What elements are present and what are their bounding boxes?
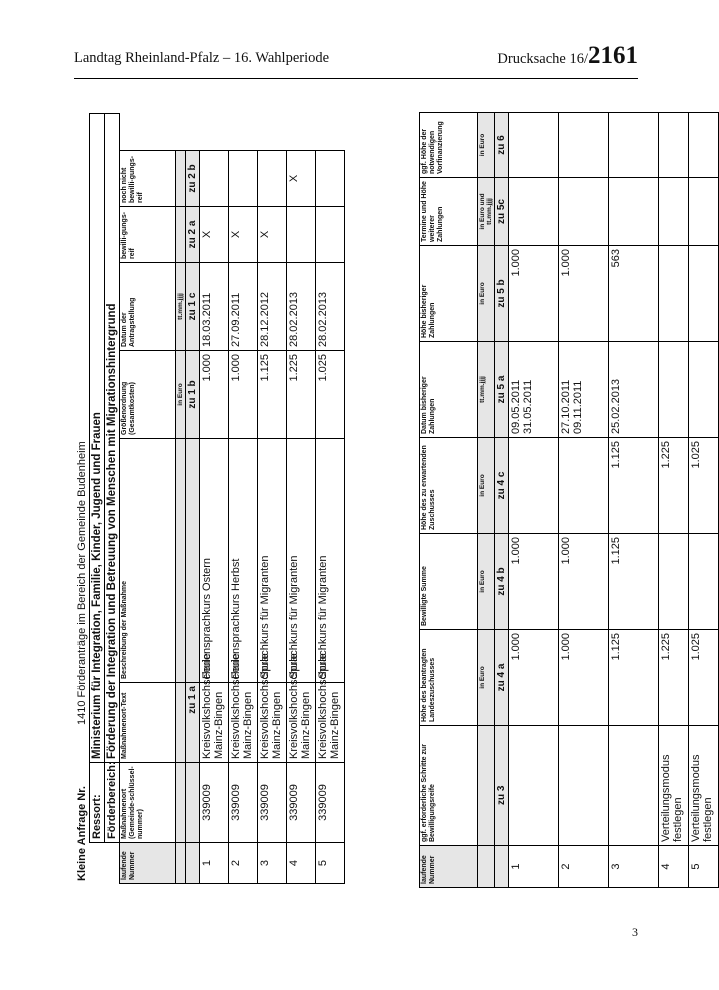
unit-euro: in Euro [176,351,186,439]
table-row [509,113,559,888]
row-cost: 1.225 [287,351,316,439]
col-beantragt: Höhe des beantragten Landeszuschusses [420,630,478,726]
zu-5b: zu 5 b [495,246,509,342]
row-bewilligt: 1.000 [559,534,609,630]
row-nr: 4 [659,846,689,888]
row-dates [559,342,609,438]
row-ort: Kreisvolkshochschule Mainz-Bingen [200,683,229,763]
header-right [497,42,638,70]
row-beantragt: 1.125 [609,630,659,726]
col-hoehe-zahl: Höhe bisheriger Zahlungen [420,246,478,342]
anfrage-label: Kleine Anfrage Nr. [76,786,88,881]
col-datum-zahl: Datum bisheriger Zahlungen [420,342,478,438]
anfrage-value: 1410 Förderanträge im Bereich der Gemeinde Budenheim [76,441,88,725]
col-erwartet: Höhe des zu erwartenden Zuschusses [420,438,478,534]
row-beantragt: 1.225 [659,630,689,726]
unit-euro: in Euro [478,438,495,534]
drucksache-label: Drucksache 16/ [497,51,588,67]
row-nr: 5 [689,846,719,888]
row-cost: 1.025 [316,351,345,439]
col-nicht: noch nicht bewilli-gungs-reif [120,151,176,207]
drucksache-number: 2161 [588,42,638,69]
zu-6: zu 6 [495,113,509,178]
zu-1c: zu 1 c [186,263,200,351]
ressort-value: Ministerium für Integration, Familie, Kinder, Jugend und Frauen [90,113,105,762]
table2 [419,112,719,888]
row-cost: 1.000 [229,351,258,439]
table-row [559,113,609,888]
row-erwartet [509,438,559,534]
row-bewilligt [689,534,719,630]
table-row [200,113,229,883]
row-nicht: X [287,151,316,207]
col-beschreibung: Beschreibung der Maßnahme [120,439,176,683]
zu-4a: zu 4 a [495,630,509,726]
table-row [609,113,659,888]
row-nr: 2 [229,843,258,884]
row-ort: Kreisvolkshochschule Mainz-Bingen [229,683,258,763]
row-date: 27.09.2011 [229,263,258,351]
header-rule [74,78,638,79]
col-groesse: Größenordnung (Gesamtkosten) [120,351,176,439]
row-nr: 1 [200,843,229,884]
row-dates [509,342,559,438]
col-schritte: ggf. erforderliche Schritte zur Bewilligungsreife [420,726,478,846]
zu-1b: zu 1 b [186,351,200,439]
page-number: 3 [632,925,638,939]
row-beantragt: 1.025 [689,630,719,726]
row-nr: 3 [258,843,287,884]
row-reif: X [258,207,287,263]
row-schritte [509,726,559,846]
table1-meta [75,114,89,884]
col-nummer: laufende Nummer [420,846,478,888]
table1 [89,113,345,884]
table-row [258,113,287,883]
row-bewilligt: 1.125 [609,534,659,630]
row-reif [287,207,316,263]
row-beantragt: 1.000 [559,630,609,726]
table-row [659,113,689,888]
unit-euro-datum: in Euro und tt.mm.jjjj [478,178,495,246]
row-nr: 4 [287,843,316,884]
row-dates [659,342,689,438]
row-key: 339009 [287,763,316,843]
unit-euro: in Euro [478,534,495,630]
row-schritte: Verteilungsmodus festlegen [659,726,689,846]
row-erwartet: 1.125 [609,438,659,534]
col-vorfin: ggf. Höhe der notwendigen Vorfinanzierung [420,113,478,178]
row-nicht [258,151,287,207]
row-vorfin [509,113,559,178]
row-hoehe: 1.000 [559,246,609,342]
table-row [287,113,316,883]
row-reif [316,207,345,263]
unit-euro: in Euro [478,630,495,726]
header-left: Landtag Rheinland-Pfalz – 16. Wahlperiode [74,50,330,66]
row-key: 339009 [200,763,229,843]
row-cost: 1.125 [258,351,287,439]
row-schritte [609,726,659,846]
row-key: 339009 [316,763,345,843]
row-schritte [559,726,609,846]
unit-datum: tt.mm.jjjj [478,342,495,438]
row-erwartet: 1.225 [659,438,689,534]
row-termine [559,178,609,246]
zu-4c: zu 4 c [495,438,509,534]
col-nummer: laufende Nummer [120,843,176,884]
col-bewilligt: Bewilligte Summe [420,534,478,630]
row-hoehe: 1.000 [509,246,559,342]
row-dates [609,342,659,438]
row-nr: 3 [609,846,659,888]
row-nr: 5 [316,843,345,884]
row-hoehe [689,246,719,342]
row-date: 28.02.2013 [316,263,345,351]
row-key: 339009 [229,763,258,843]
col-bewilli: bewilli-gungs-reif [120,207,176,263]
row-nicht [316,151,345,207]
row-nicht [200,151,229,207]
row-bewilligt: 1.000 [509,534,559,630]
row-date: 28.02.2013 [287,263,316,351]
row-desc: Sprachkurs für Migranten [258,439,287,683]
zu-4b: zu 4 b [495,534,509,630]
row-dates [689,342,719,438]
row-nicht [229,151,258,207]
row-hoehe: 563 [609,246,659,342]
row-termine [509,178,559,246]
row-desc: Feriensprachkurs Herbst [229,439,258,683]
zu-3: zu 3 [495,726,509,846]
row-erwartet [559,438,609,534]
row-termine [689,178,719,246]
table2-wrapper [419,113,719,888]
row-desc: Sprachkurs für Migranten [316,439,345,683]
row-termine [659,178,689,246]
row-nr: 2 [559,846,609,888]
row-ort: Kreisvolkshochschule Mainz-Bingen [316,683,345,763]
row-desc: Sprachkurs für Migranten [287,439,316,683]
unit-euro: in Euro [478,246,495,342]
zu-1a: zu 1 a [186,683,200,763]
col-termine: Termine und Höhe weiterer Zahlungen [420,178,478,246]
row-reif: X [229,207,258,263]
table-row [229,113,258,883]
payment-date: 09.05.2011 [510,379,522,434]
foerder-value: Förderung der Integration und Betreuung von Menschen mit Migrationshintergrund [105,113,120,762]
zu-5c: zu 5c [495,178,509,246]
row-erwartet: 1.025 [689,438,719,534]
payment-date: 25.02.2013 [610,378,622,434]
row-vorfin [609,113,659,178]
row-vorfin [689,113,719,178]
col-ort: Maßnahmenort-Text [120,683,176,763]
col-schluessel: Maßnahmenort (Gemeinde-schlüssel-nummer) [120,763,176,843]
row-date: 18.03.2011 [200,263,229,351]
ressort-label: Ressort: [90,763,105,843]
row-hoehe [659,246,689,342]
zu-2a: zu 2 a [186,207,200,263]
foerder-label: Förderbereich: [105,763,120,843]
table1-wrapper [75,114,345,884]
zu-5a: zu 5 a [495,342,509,438]
row-date: 28.12.2012 [258,263,287,351]
unit-datum: tt.mm.jjjj [176,263,186,351]
zu-2b: zu 2 b [186,151,200,207]
payment-date: 31.05.2011 [522,379,534,434]
row-desc: Feriensprachkurs Ostern [200,439,229,683]
row-reif: X [200,207,229,263]
payment-date: 09.11.2011 [572,380,584,434]
row-ort: Kreisvolkshochschule Mainz-Bingen [287,683,316,763]
row-bewilligt [659,534,689,630]
row-beantragt: 1.000 [509,630,559,726]
row-vorfin [559,113,609,178]
row-schritte: Verteilungsmodus festlegen [689,726,719,846]
row-nr: 1 [509,846,559,888]
table-row [316,113,345,883]
row-termine [609,178,659,246]
row-key: 339009 [258,763,287,843]
payment-date: 27.10.2011 [560,379,572,434]
row-ort: Kreisvolkshochschule Mainz-Bingen [258,683,287,763]
table-row [689,113,719,888]
unit-euro: in Euro [478,113,495,178]
row-cost: 1.000 [200,351,229,439]
col-datum: Datum der Antragstellung [120,263,176,351]
row-vorfin [659,113,689,178]
